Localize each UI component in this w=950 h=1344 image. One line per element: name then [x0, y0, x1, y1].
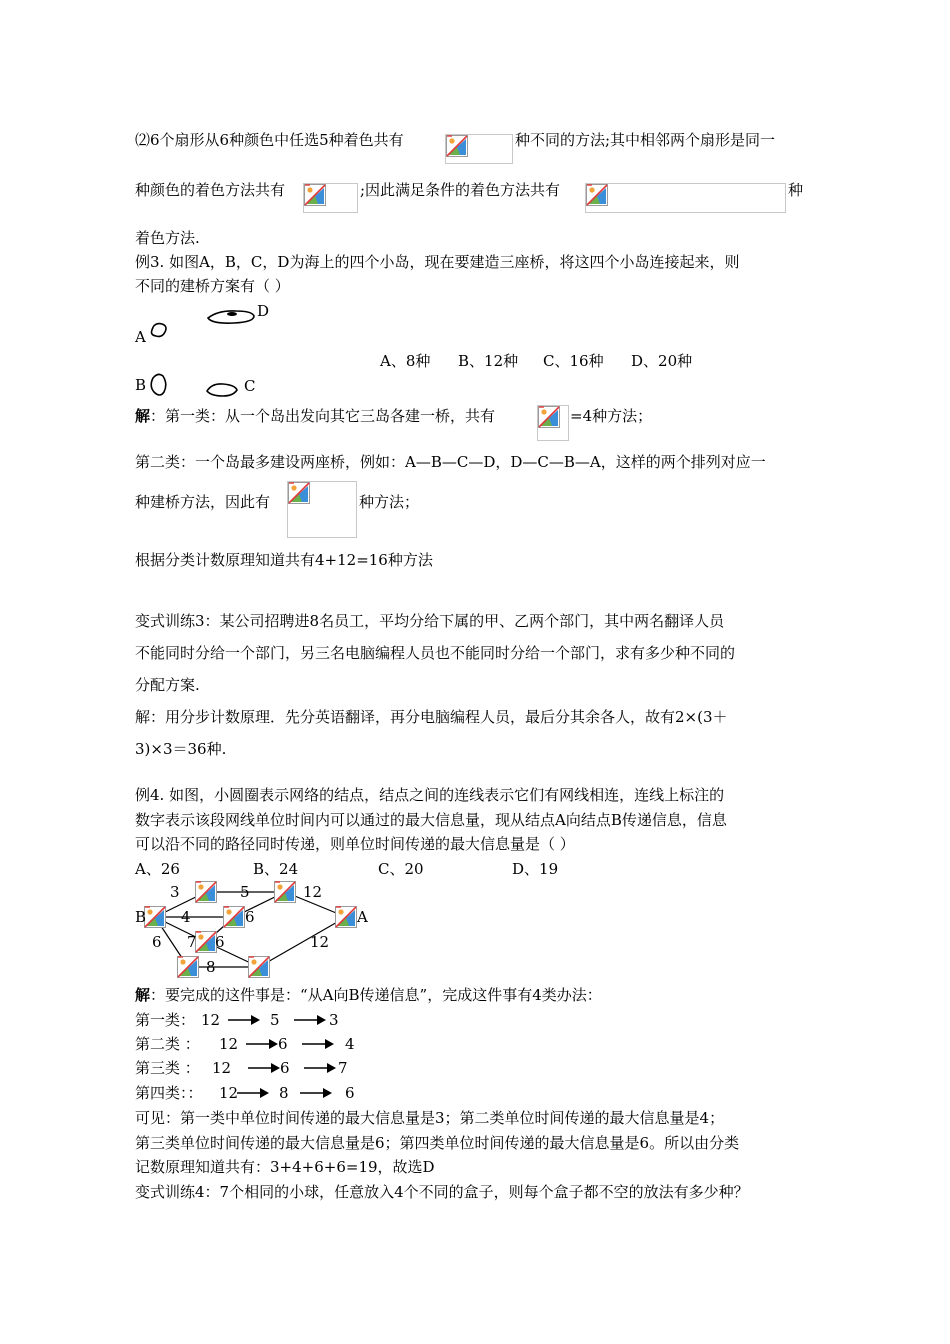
network-node [223, 906, 245, 928]
arrow-icon [245, 1036, 279, 1052]
text-line: 记数原理知道共有：3+4+6+6=19，故选D [135, 1158, 435, 1176]
text-line: 可见：第一类中单位时间传递的最大信息量是3；第二类单位时间传递的最大信息量是4； [135, 1109, 725, 1127]
path-value: 3 [329, 1011, 339, 1029]
text-line: 种颜色的着色方法共有 [135, 181, 286, 199]
text-line: ;因此满足条件的着色方法共有 [360, 181, 561, 199]
text-line: 例4. 如图，小圆圈表示网络的结点，结点之间的连线表示它们有网线相连，连线上标注的 [135, 786, 725, 804]
edge-label: 3 [170, 883, 180, 901]
option-b: B、12种 [458, 352, 519, 370]
option-b: B、24 [253, 860, 299, 878]
edge-label: 4 [181, 908, 191, 926]
option-d: D、20种 [631, 352, 693, 370]
network-node [274, 881, 296, 903]
arrow-icon [293, 1012, 327, 1028]
path-value: 6 [345, 1084, 355, 1102]
arrow-icon [301, 1036, 335, 1052]
node-label-b: B [135, 908, 147, 926]
option-a: A、26 [135, 860, 180, 878]
category-label: 第一类： [135, 1011, 196, 1029]
path-value: 12 [219, 1035, 239, 1053]
edge-label: 12 [303, 883, 323, 901]
edge-label: 7 [187, 933, 197, 951]
edge-label: 6 [215, 933, 225, 951]
text-line: 数字表示该段网线单位时间内可以通过的最大信息量，现从结点A向结点B传递信息，信息 [135, 811, 727, 829]
network-node-a [335, 906, 357, 928]
category-label: 第三类 ： [135, 1059, 200, 1077]
option-c: C、20 [378, 860, 424, 878]
edge-label: 6 [245, 908, 255, 926]
arrow-icon [236, 1085, 270, 1101]
category-label: 第四类：： [135, 1084, 203, 1102]
path-value: 6 [280, 1059, 290, 1077]
path-value: 12 [212, 1059, 232, 1077]
island-label-d: D [257, 302, 270, 320]
path-value: 6 [278, 1035, 288, 1053]
text-line: =4种方法； [570, 407, 653, 425]
text-line: 例3. 如图A，B，C，D为海上的四个小岛，现在要建造三座桥，将这四个小岛连接起来，则 [135, 253, 740, 271]
text-line: 解：要完成的这件事是：“从A向B传递信息”，完成这件事有4类办法： [135, 986, 602, 1004]
network-node [195, 931, 217, 953]
text-line: 根据分类计数原理知道共有4+12=16种方法 [135, 551, 433, 569]
text-line: 不能同时分给一个部门，另三名电脑编程人员也不能同时分给一个部门，求有多少种不同的 [135, 644, 736, 662]
text-line: 第三类单位时间传递的最大信息量是6；第四类单位时间传递的最大信息量是6。所以由分类 [135, 1134, 740, 1152]
arrow-icon [227, 1012, 261, 1028]
text-line: 不同的建桥方案有（ ） [135, 277, 290, 295]
path-value: 7 [338, 1059, 348, 1077]
edge-label: 12 [310, 933, 330, 951]
text-line: 种 [788, 181, 804, 199]
path-value: 8 [279, 1084, 289, 1102]
text-line: 着色方法. [135, 229, 200, 247]
text-line: 解：第一类：从一个岛出发向其它三岛各建一桥，共有 [135, 407, 496, 425]
category-label: 第二类 ： [135, 1035, 200, 1053]
edge-label: 8 [206, 958, 216, 976]
text-line: ⑵6个扇形从6种颜色中任选5种着色共有 [135, 131, 404, 149]
option-a: A、8种 [380, 352, 431, 370]
arrow-icon [247, 1060, 281, 1076]
text-line: 变式训练3：某公司招聘进8名员工，平均分给下属的甲、乙两个部门，其中两名翻译人员 [135, 612, 725, 630]
network-node [195, 881, 217, 903]
option-d: D、19 [512, 860, 559, 878]
solution-label: 解 [135, 407, 151, 425]
text-line: 种不同的方法;其中相邻两个扇形是同一 [515, 131, 776, 149]
text-line: 3)×3＝36种. [135, 740, 227, 758]
arrow-icon [299, 1085, 333, 1101]
text-line: 变式训练4：7个相同的小球，任意放入4个不同的盒子，则每个盒子都不空的放法有多少种？ [135, 1183, 749, 1201]
island-label-a: A [135, 328, 146, 346]
text-line: 第二类：一个岛最多建设两座桥，例如：A—B—C—D，D—C—B—A，这样的两个排列对应一 [135, 453, 766, 471]
path-value: 5 [270, 1011, 280, 1029]
node-label-a: A [357, 908, 368, 926]
option-c: C、16种 [543, 352, 604, 370]
island-label-b: B [135, 376, 147, 394]
network-node [248, 956, 270, 978]
network-node-b [144, 906, 166, 928]
text-line: 可以沿不同的路径同时传递，则单位时间传递的最大信息量是（ ） [135, 835, 575, 853]
text-line: 解：用分步计数原理．先分英语翻译，再分电脑编程人员，最后分其余各人，故有2×(3＋ [135, 708, 728, 726]
solution-label: 解 [135, 986, 151, 1004]
text-line: 种方法； [359, 493, 420, 511]
text-line: 种建桥方法，因此有 [135, 493, 271, 511]
edge-label: 6 [152, 933, 162, 951]
arrow-icon [303, 1060, 337, 1076]
edge-label: 5 [240, 883, 250, 901]
path-value: 4 [345, 1035, 355, 1053]
island-label-c: C [244, 377, 256, 395]
path-value: 12 [219, 1084, 239, 1102]
path-value: 12 [201, 1011, 221, 1029]
network-node [177, 956, 199, 978]
text-line: 分配方案. [135, 676, 200, 694]
